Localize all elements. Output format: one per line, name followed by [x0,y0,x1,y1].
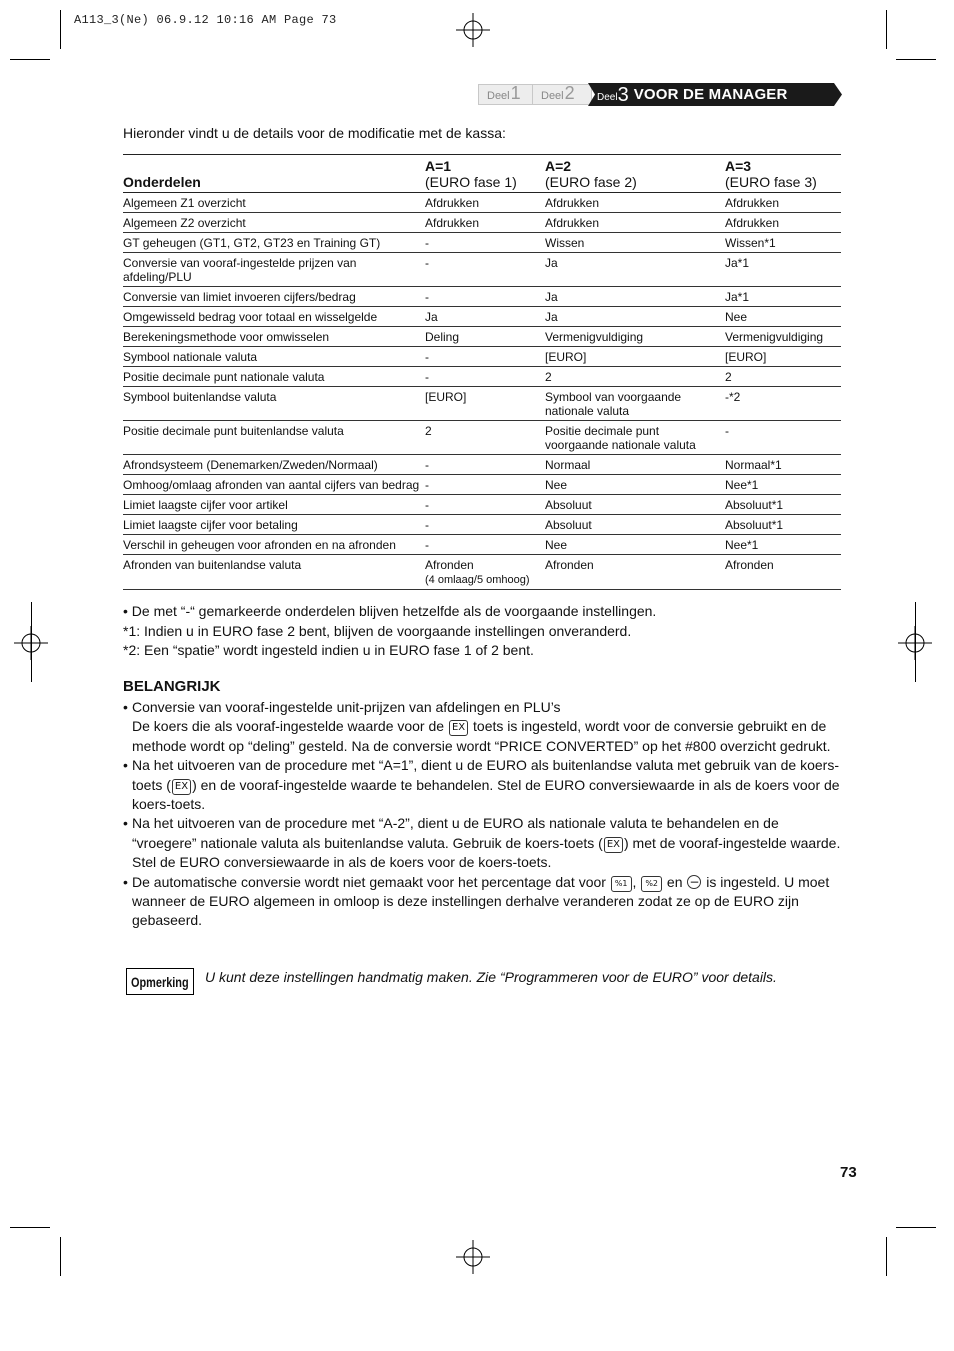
table-cell: Ja*1 [725,253,841,287]
column-header-title: A=2 [545,158,572,174]
list-item [123,873,843,931]
table-cell: Omgewisseld bedrag voor totaal en wisselgelde [123,307,425,327]
table-cell: Limiet laagste cijfer voor betaling [123,515,425,535]
table-cell: Berekeningsmethode voor omwisselen [123,327,425,347]
table-cell: Positie decimale punt buitenlandse valuta [123,421,425,455]
table-row [123,555,841,590]
ex-key-icon: EX [172,779,191,795]
registration-mark-icon [456,1240,490,1274]
note-line: *1: Indien u in EURO fase 2 bent, blijven de voorgaande instellingen onveranderd. [123,622,632,639]
table-cell: Afronden [725,555,841,590]
column-header-onderdelen: Onderdelen [123,155,425,193]
crop-mark [60,1237,61,1276]
intro-text: Hieronder vindt u de details voor de modificatie met de kassa: [123,125,506,141]
table-cell-note: (4 omlaag/5 omhoog) [425,574,530,586]
tab-deel-label: Deel [541,90,564,102]
column-header-title: A=1 [425,158,452,174]
table-row [123,287,841,307]
crop-mark [31,602,32,682]
opmerking-text: U kunt deze instellingen handmatig maken. Zie “Programmeren voor de EURO” voor details. [205,969,777,985]
table-cell: Positie decimale punt voorgaande nationale valuta [545,421,725,455]
settings-table [123,154,841,590]
item-text: ) en de vooraf-ingestelde waarde te behandelen. Stel de EURO conversiewaarde in als de koers voor de koers-toets. [132,776,840,813]
item-text: ) met de vooraf-ingestelde waarde. Stel de EURO conversiewaarde in als de koers voor de koers-toets. [132,834,841,871]
table-cell: -*2 [725,387,841,421]
table-cell: Absoluut [545,495,725,515]
item-text: en [666,873,683,890]
table-cell: Afronden [545,555,725,590]
note-line: • De met “-“ gemarkeerde onderdelen blijven hetzelfde als de voorgaande instellingen. [123,603,657,619]
item-text: De koers die als vooraf-ingestelde waarde voor de [132,718,445,735]
table-cell: Afdrukken [725,193,841,213]
table-cell: 2 [425,421,545,455]
table-row [123,387,841,421]
table-cell: - [425,347,545,367]
page-number: 73 [840,1164,857,1181]
percent2-key-icon: %2 [641,876,662,892]
table-cell: [EURO] [725,347,841,367]
table-cell: 2 [545,367,725,387]
registration-mark-icon [456,13,490,47]
table-cell: - [725,421,841,455]
table-cell [425,555,545,590]
tab-deel-number: 1 [510,83,521,103]
table-cell: - [425,367,545,387]
table-cell: Symbool van voorgaande nationale valuta [545,387,725,421]
table-cell: 2 [725,367,841,387]
badge-label: Opmerking [131,973,189,990]
table-row [123,421,841,455]
table-cell: Conversie van vooraf-ingestelde prijzen van afdeling/PLU [123,253,425,287]
table-cell: Afronden van buitenlandse valuta [123,555,425,590]
table-cell: Absoluut*1 [725,495,841,515]
table-row [123,455,841,475]
column-header-sub: (EURO fase 3) [725,174,817,190]
list-item [123,756,843,814]
item-text: is ingesteld. U moet wanneer de EURO algemeen in omloop is deze instellingen derhalve veranderen zodat ze op de EURO zijn gebaseerd. [132,873,830,929]
important-heading: BELANGRIJK [123,678,221,695]
tab-deel-1 [478,84,536,105]
column-header-a2 [545,155,725,193]
tab-deel-number: 2 [564,83,575,103]
table-row [123,347,841,367]
list-item [123,698,843,756]
table-cell: - [425,495,545,515]
table-cell: Ja*1 [725,287,841,307]
crop-mark [896,59,936,60]
list-item [123,814,843,872]
crop-mark [886,1237,887,1276]
table-row [123,495,841,515]
table-header-row [123,155,841,193]
section-tabs [478,83,842,107]
crop-mark [60,10,61,49]
table-cell: Wissen [545,233,725,253]
crop-mark [886,10,887,49]
table-cell: Algemeen Z2 overzicht [123,213,425,233]
table-cell: - [425,535,545,555]
table-cell: Wissen*1 [725,233,841,253]
crop-mark [896,1227,936,1228]
tab-deel-label: Deel [597,92,618,103]
bullet: • [123,873,128,890]
table-cell: Deling [425,327,545,347]
percent1-key-icon: %1 [611,876,632,892]
table-cell: Afrondsysteem (Denemarken/Zweden/Normaal) [123,455,425,475]
bullet: • [123,699,128,715]
ex-key-icon: EX [449,720,468,736]
table-cell: Nee*1 [725,475,841,495]
column-header-a1 [425,155,545,193]
crop-mark [915,602,916,682]
section-title: VOOR DE MANAGER [633,86,788,103]
table-cell: Afdrukken [725,213,841,233]
table-cell: Symbool buitenlandse valuta [123,387,425,421]
table-cell: Algemeen Z1 overzicht [123,193,425,213]
table-cell: Ja [545,253,725,287]
item-text: De automatische conversie wordt niet gemaakt voor het percentage dat voor [132,873,606,890]
important-list [123,698,843,931]
table-cell: Omhoog/omlaag afronden van aantal cijfers van bedrag [123,475,425,495]
table-row [123,193,841,213]
bullet: • [123,757,128,774]
table-row [123,367,841,387]
table-cell: [EURO] [545,347,725,367]
table-cell: - [425,233,545,253]
table-row [123,327,841,347]
table-cell: Positie decimale punt nationale valuta [123,367,425,387]
table-row [123,307,841,327]
table-cell: - [425,455,545,475]
table-cell: Ja [425,307,545,327]
table-cell: Afdrukken [425,193,545,213]
table-cell: GT geheugen (GT1, GT2, GT23 en Training GT) [123,233,425,253]
item-text: , [632,873,637,890]
table-cell: - [425,287,545,307]
table-cell: - [425,475,545,495]
table-cell: Nee [545,475,725,495]
table-cell: Ja [545,287,725,307]
table-cell: - [425,515,545,535]
item-text: Na het uitvoeren van de procedure met “A=1”, dient u de EURO als buitenlandse valuta met gebruik van de koers-toets ( [132,757,840,793]
table-cell: Conversie van limiet invoeren cijfers/bedrag [123,287,425,307]
column-header-a3 [725,155,841,193]
table-cell: Vermenigvuldiging [725,327,841,347]
table-cell: Afdrukken [545,193,725,213]
table-cell: - [425,253,545,287]
table-row [123,535,841,555]
crop-mark [10,59,50,60]
item-text: toets is ingesteld, wordt voor de conversie gebruikt en de methode wordt op “deling” gesteld. Na de conversie wordt “PRICE CONVERTED” op het #800 overzicht gedrukt. [132,718,831,754]
table-cell: Afdrukken [545,213,725,233]
tab-deel-label: Deel [487,90,510,102]
column-header-title: A=3 [725,158,752,174]
tab-deel-3-active [588,83,842,106]
tab-deel-number: 3 [617,83,629,106]
table-row [123,475,841,495]
table-cell: Afdrukken [425,213,545,233]
table-cell: Symbool nationale valuta [123,347,425,367]
column-header-sub: (EURO fase 2) [545,174,637,190]
minus-key-icon: − [689,874,700,889]
item-text: Na het uitvoeren van de procedure met “A-2”, dient u de EURO als nationale valuta te behandelen en de “vroegere” nationale valuta als buitenlandse valuta. Gebruik de koers-toets ( [132,815,779,851]
table-notes [123,602,656,661]
table-cell: Limiet laagste cijfer voor artikel [123,495,425,515]
tab-deel-2 [532,84,592,105]
table-cell: Absoluut [545,515,725,535]
table-row [123,253,841,287]
table-cell: Absoluut*1 [725,515,841,535]
table-cell: Nee [545,535,725,555]
table-cell: [EURO] [425,387,545,421]
opmerking-badge [126,968,194,995]
crop-mark [10,1227,50,1228]
table-cell: Ja [545,307,725,327]
note-line: *2: Een “spatie” wordt ingesteld indien u in EURO fase 1 of 2 bent. [123,642,534,658]
print-header: A113_3(Ne) 06.9.12 10:16 AM Page 73 [74,13,337,27]
table-row [123,233,841,253]
table-cell: Normaal*1 [725,455,841,475]
item-text: Conversie van vooraf-ingestelde unit-prijzen van afdelingen en PLU’s [132,699,561,715]
ex-key-icon: EX [604,837,623,853]
table-cell: Nee*1 [725,535,841,555]
bullet: • [123,815,128,832]
column-header-sub: (EURO fase 1) [425,174,517,190]
table-cell: Vermenigvuldiging [545,327,725,347]
table-cell-value: Afronden [425,558,474,572]
table-cell: Normaal [545,455,725,475]
table-cell: Verschil in geheugen voor afronden en na afronden [123,535,425,555]
table-cell: Nee [725,307,841,327]
table-row [123,515,841,535]
table-row [123,213,841,233]
